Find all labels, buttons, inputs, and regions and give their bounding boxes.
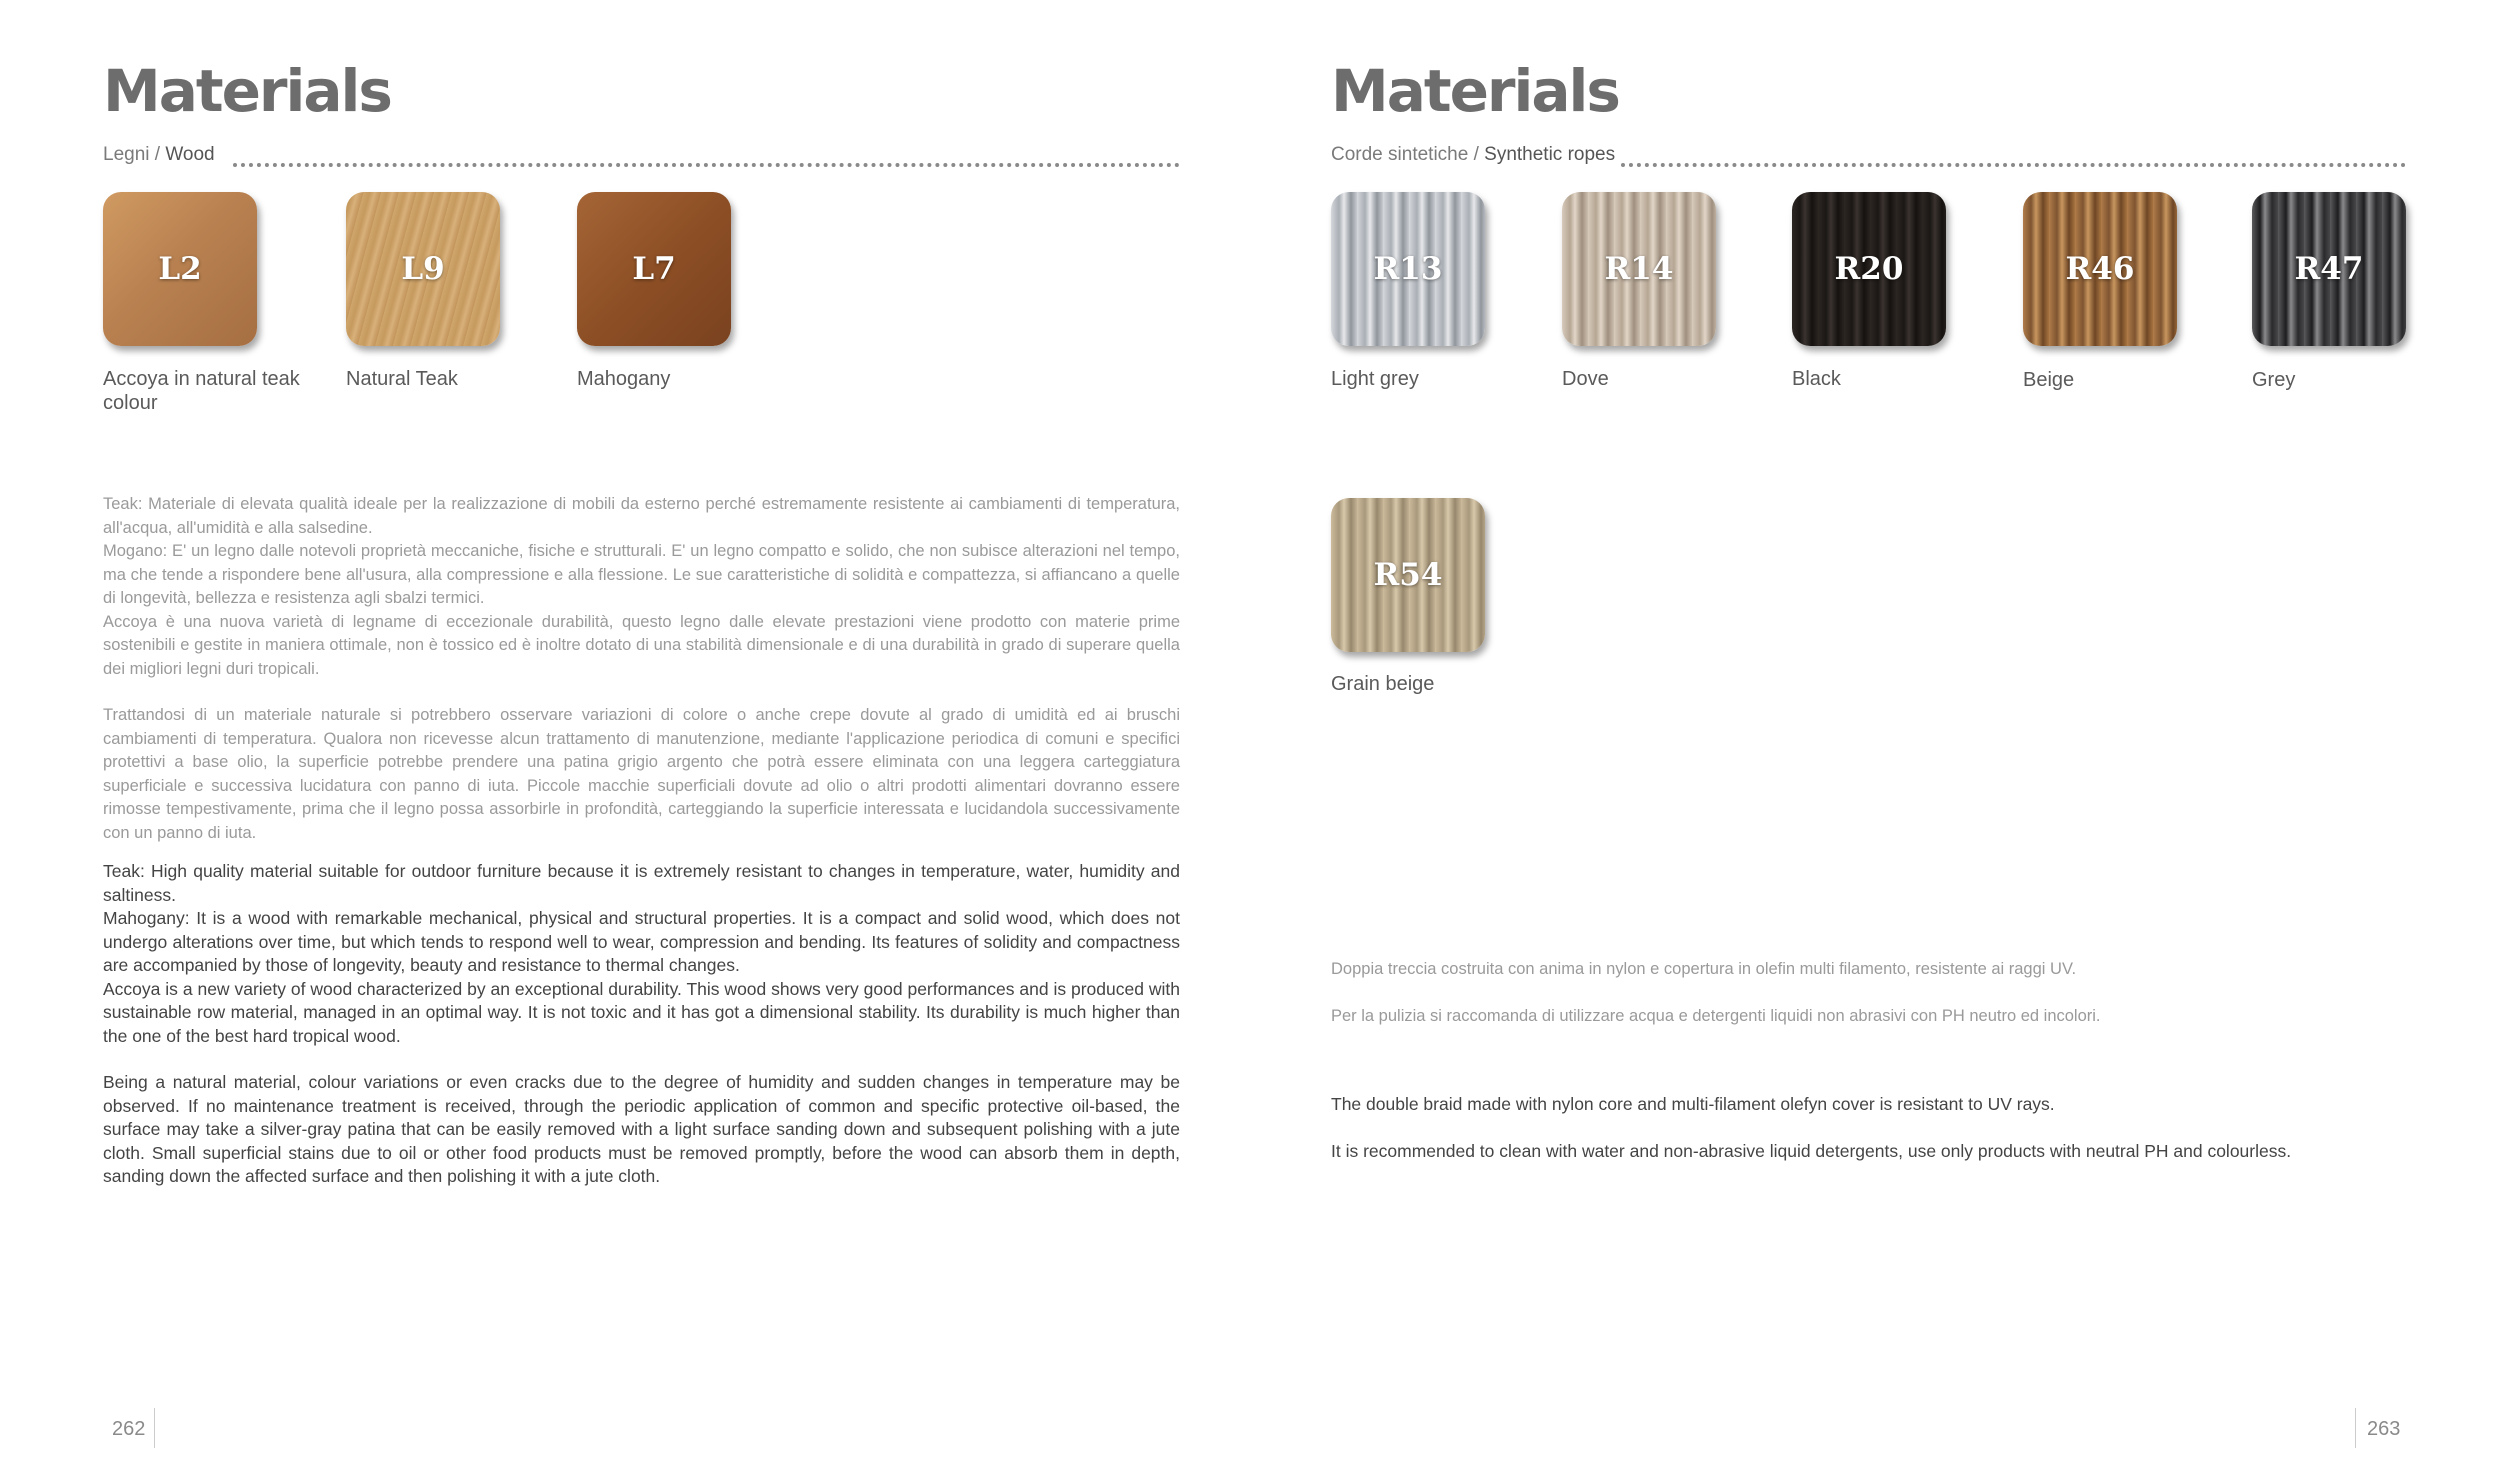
swatch-code: L7 — [632, 251, 676, 287]
italian-description — [103, 493, 1180, 681]
italian-maintenance: Trattandosi di un materiale naturale si potrebbero osservare variazioni di colore o anche crepe dovute al grado di umidità ed ai bruschi cambiamenti di temperatura. Qualora non ricevesse alcun trattamento di manutenzione, mediante l'applicazione periodica di comuni e specifici protettivi a base olio, la superficie potrebbe prendere una patina grigio argento che potrà essere eliminata con una leggera carteggiatura superficiale e successiva lucidatura con panno di iuta. Piccole macchie superficiali dovute ad olio o altri prodotti alimentari dovranno essere rimosse tempestivamente, prima che il legno possa assorbirle in profondità, carteggiando la superficie interessata e lucidandola successivamente con un panno di iuta. — [103, 706, 1180, 842]
dotted-leader — [1621, 163, 2406, 167]
swatch-r13[interactable] — [1331, 192, 1485, 346]
swatch-code: R54 — [1373, 557, 1443, 593]
subtitle-italian: Corde sintetiche / — [1331, 144, 1479, 165]
swatch-label: Black — [1792, 368, 1841, 390]
subtitle-italian: Legni / — [103, 144, 161, 165]
dotted-leader — [233, 163, 1180, 167]
swatch-label: Accoya in natural teak colour — [103, 368, 300, 414]
swatch-code: L9 — [401, 251, 445, 287]
swatch-r46[interactable] — [2023, 192, 2177, 346]
page-title: Materials — [1331, 57, 1619, 125]
swatch-label: Mahogany — [577, 368, 671, 390]
swatch-r47[interactable] — [2252, 192, 2406, 346]
swatch-code: R46 — [2065, 251, 2135, 287]
swatch-label: Beige — [2023, 369, 2075, 391]
swatch-code: L2 — [158, 251, 202, 287]
section-subtitle — [103, 144, 215, 166]
page-title: Materials — [103, 57, 391, 125]
page-number-divider — [154, 1408, 155, 1448]
italian-accoya: Accoya è una nuova varietà di legname di eccezionale durabilità, questo legno dalle elevate prestazioni viene prodotto con materie prime sostenibili e gestite in maniera ottimale, non è tossico ed è inoltre dotato di una stabilità dimensionale e di una durabilità in grado di superare quella dei migliori legni duri tropicali. — [103, 612, 1180, 678]
swatch-label: Grain beige — [1331, 673, 1435, 695]
english-rope-cleaning: It is recommended to clean with water and non-abrasive liquid detergents, use only products with neutral PH and colourless. — [1331, 1141, 2292, 1161]
swatch-l7[interactable] — [577, 192, 731, 346]
swatch-label: Light grey — [1331, 368, 1419, 390]
page-number: 262 — [112, 1418, 146, 1440]
swatch-code: R20 — [1834, 251, 1904, 287]
italian-mahogany: Mogano: E' un legno dalle notevoli proprietà meccaniche, fisiche e strutturali. E' un legno compatto e solido, che non subisce alterazioni nel tempo, ma che tende a rispondere bene all'usura, alla compressione e alla flessione. Le sue caratteristiche di solidità e compattezza, si affiancano a quelle di longevità, bellezza e resistenza agli sbalzi termici. — [103, 542, 1180, 607]
swatch-label: Dove — [1562, 368, 1609, 390]
italian-rope-description: Doppia treccia costruita con anima in nylon e copertura in olefin multi filamento, resistente ai raggi UV. — [1331, 960, 2077, 978]
page-number: 263 — [2367, 1418, 2401, 1440]
section-header-ropes — [1331, 144, 2406, 172]
swatch-r14[interactable] — [1562, 192, 1716, 346]
swatch-r54[interactable] — [1331, 498, 1485, 652]
english-maintenance: Being a natural material, colour variations or even cracks due to the degree of humidity and sudden changes in temperature may be observed. If no maintenance treatment is received, through the periodic application of common and specific protective oil-based, the surface may take a silver-gray patina that can be easily removed with a light surface sanding down and subsequent polishing with a jute cloth. Small superficial stains due to oil or other food products must be removed promptly, before the wood can absorb them in depth, sanding down the affected surface and then polishing it with a jute cloth. — [103, 1072, 1180, 1186]
english-teak: Teak: High quality material suitable for outdoor furniture because it is extremely resistant to changes in temperature, water, humidity and saltiness. — [103, 861, 1180, 905]
swatch-label: Natural Teak — [346, 368, 458, 390]
english-rope-description: The double braid made with nylon core and multi-filament olefyn cover is resistant to UV rays. — [1331, 1094, 2055, 1114]
right-page — [1250, 0, 2500, 1480]
subtitle-english: Synthetic ropes — [1484, 144, 1616, 165]
section-subtitle — [1331, 144, 1615, 166]
swatch-code: R47 — [2294, 251, 2364, 287]
section-header-wood — [103, 144, 1180, 172]
page-number-divider — [2355, 1408, 2356, 1448]
english-description — [103, 860, 1180, 1048]
english-mahogany: Mahogany: It is a wood with remarkable mechanical, physical and structural properties. It is a compact and solid wood, which does not undergo alterations over time, but which tends to respond well to wear, compression and bending. Its features of solidity and compactness are accompanied by those of longevity, beauty and resistance to thermal changes. — [103, 908, 1180, 975]
swatch-code: R13 — [1373, 251, 1443, 287]
swatch-code: R14 — [1604, 251, 1674, 287]
swatch-l9[interactable] — [346, 192, 500, 346]
swatch-l2[interactable] — [103, 192, 257, 346]
subtitle-english: Wood — [165, 144, 215, 165]
italian-rope-cleaning: Per la pulizia si raccomanda di utilizzare acqua e detergenti liquidi non abrasivi con PH neutro ed incolori. — [1331, 1007, 2101, 1025]
swatch-label: Grey — [2252, 369, 2296, 391]
italian-teak: Teak: Materiale di elevata qualità ideale per la realizzazione di mobili da esterno perché estremamente resistente ai cambiamenti di temperatura, all'acqua, all'umidità e alla salsedine. — [103, 495, 1180, 537]
english-accoya: Accoya is a new variety of wood characterized by an exceptional durability. This wood shows very good performances and is produced with sustainable row material, managed in an optimal way. It is not toxic and it has got a dimensional stability. Its durability is much higher than the one of the best hard tropical wood. — [103, 978, 1180, 1046]
swatch-r20[interactable] — [1792, 192, 1946, 346]
